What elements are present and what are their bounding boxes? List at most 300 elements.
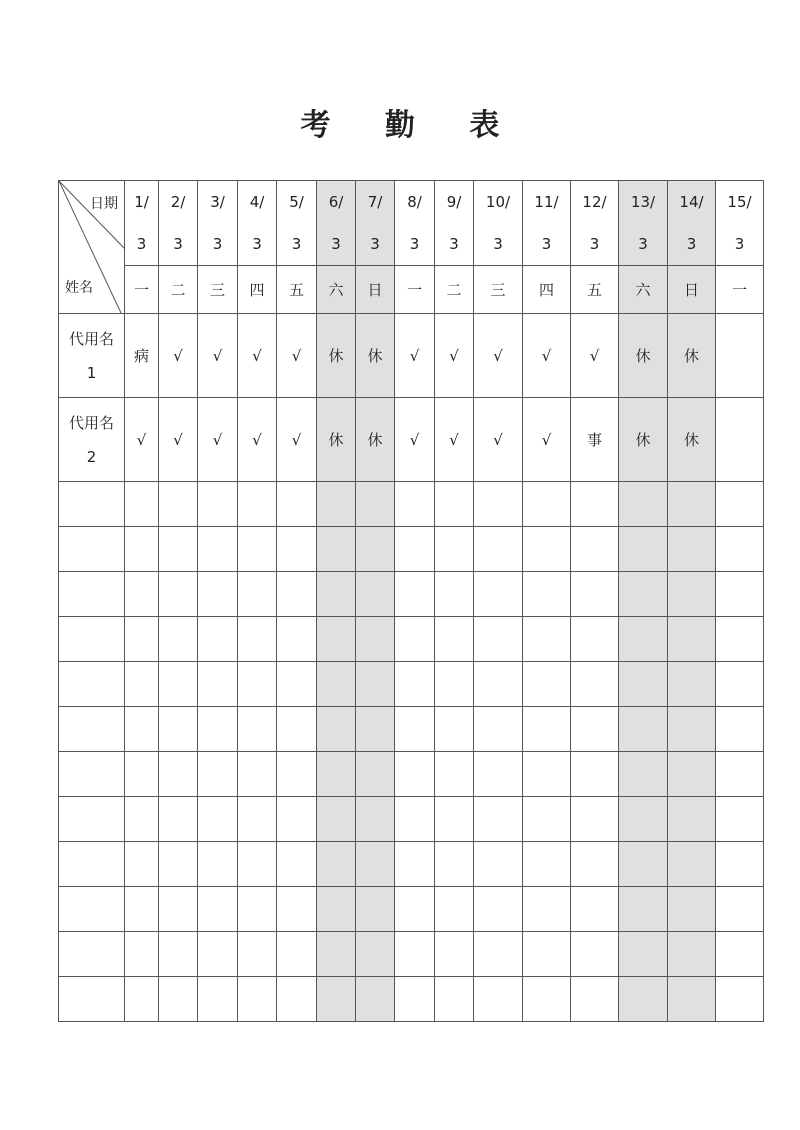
date-day-text: 8/ — [407, 193, 422, 211]
date-month-text: 3 — [409, 235, 420, 253]
table-row — [59, 482, 764, 527]
attendance-mark-cell[interactable]: √ — [435, 314, 474, 398]
table-row — [59, 977, 764, 1022]
attendance-mark-cell[interactable] — [619, 752, 668, 797]
attendance-mark-cell[interactable] — [356, 932, 395, 977]
weekday-cell: 一 — [395, 266, 435, 314]
weekday-cell: 六 — [317, 266, 356, 314]
attendance-mark-cell[interactable] — [159, 887, 198, 932]
employee-name-cell[interactable] — [59, 482, 125, 527]
attendance-mark-cell[interactable] — [435, 572, 474, 617]
attendance-mark-cell[interactable] — [474, 887, 523, 932]
employee-name-cell[interactable] — [59, 572, 125, 617]
attendance-mark-cell[interactable] — [571, 932, 619, 977]
attendance-mark-cell[interactable] — [619, 797, 668, 842]
attendance-mark-cell[interactable]: √ — [571, 314, 619, 398]
date-cell — [619, 181, 668, 266]
attendance-mark-cell[interactable] — [198, 482, 238, 527]
date-month-text: 3 — [734, 235, 745, 253]
name-label: 姓名 — [65, 280, 93, 296]
attendance-mark-cell[interactable] — [317, 977, 356, 1022]
weekday-cell: 五 — [571, 266, 619, 314]
date-cell — [125, 181, 159, 266]
attendance-mark-cell[interactable] — [435, 887, 474, 932]
attendance-mark-cell[interactable] — [435, 932, 474, 977]
attendance-mark-cell[interactable] — [238, 797, 277, 842]
attendance-mark-cell[interactable]: √ — [395, 314, 435, 398]
date-day-text: 13/ — [630, 193, 656, 211]
attendance-mark-cell[interactable] — [668, 797, 716, 842]
attendance-mark-cell[interactable] — [198, 842, 238, 887]
attendance-mark-cell[interactable] — [317, 617, 356, 662]
attendance-mark-cell[interactable] — [125, 707, 159, 752]
attendance-mark-cell[interactable] — [523, 617, 571, 662]
attendance-mark-cell[interactable] — [317, 482, 356, 527]
table-row — [59, 572, 764, 617]
attendance-mark-cell[interactable] — [523, 752, 571, 797]
attendance-mark-cell[interactable] — [474, 797, 523, 842]
attendance-mark-cell[interactable] — [435, 707, 474, 752]
weekday-cell: 六 — [619, 266, 668, 314]
attendance-mark-cell[interactable] — [571, 527, 619, 572]
attendance-mark-cell[interactable] — [356, 617, 395, 662]
attendance-mark-cell[interactable] — [317, 527, 356, 572]
attendance-mark-cell[interactable] — [356, 662, 395, 707]
date-cell — [159, 181, 198, 266]
attendance-mark-cell[interactable] — [277, 797, 317, 842]
date-month-text: 3 — [449, 235, 459, 253]
attendance-mark-cell[interactable] — [277, 932, 317, 977]
attendance-mark-cell[interactable] — [571, 977, 619, 1022]
attendance-mark-cell[interactable] — [716, 482, 764, 527]
date-cell — [435, 181, 474, 266]
attendance-mark-cell[interactable] — [435, 752, 474, 797]
attendance-mark-cell[interactable] — [356, 527, 395, 572]
attendance-mark-cell[interactable] — [668, 842, 716, 887]
attendance-mark-cell[interactable] — [395, 797, 435, 842]
attendance-mark-cell[interactable] — [317, 887, 356, 932]
date-cell — [571, 181, 619, 266]
attendance-mark-cell[interactable] — [571, 887, 619, 932]
employee-name-cell[interactable] — [59, 797, 125, 842]
attendance-mark-cell[interactable] — [356, 482, 395, 527]
attendance-mark-cell[interactable]: √ — [474, 398, 523, 482]
attendance-mark-cell[interactable] — [395, 527, 435, 572]
attendance-mark-cell[interactable] — [668, 707, 716, 752]
attendance-mark-cell[interactable] — [125, 527, 159, 572]
attendance-mark-cell[interactable] — [198, 527, 238, 572]
employee-number-text: 2 — [86, 447, 97, 466]
attendance-mark-cell[interactable] — [571, 662, 619, 707]
attendance-mark-cell[interactable] — [474, 662, 523, 707]
attendance-mark-cell[interactable] — [159, 707, 198, 752]
attendance-mark-cell[interactable] — [716, 887, 764, 932]
attendance-mark-cell[interactable] — [159, 527, 198, 572]
attendance-mark-cell[interactable] — [571, 617, 619, 662]
date-cell — [474, 181, 523, 266]
attendance-mark-cell[interactable] — [619, 482, 668, 527]
weekday-cell: 三 — [198, 266, 238, 314]
employee-name-cell[interactable] — [59, 527, 125, 572]
attendance-mark-cell[interactable] — [435, 842, 474, 887]
attendance-mark-cell[interactable] — [125, 617, 159, 662]
table-row — [59, 527, 764, 572]
attendance-mark-cell[interactable]: 休 — [356, 398, 395, 482]
attendance-mark-cell[interactable] — [238, 932, 277, 977]
attendance-mark-cell[interactable] — [619, 707, 668, 752]
attendance-mark-cell[interactable] — [356, 977, 395, 1022]
attendance-mark-cell[interactable] — [716, 572, 764, 617]
attendance-mark-cell[interactable] — [571, 752, 619, 797]
date-cell — [317, 181, 356, 266]
employee-name-cell[interactable] — [59, 977, 125, 1022]
attendance-mark-cell[interactable]: 休 — [317, 398, 356, 482]
attendance-mark-cell[interactable] — [474, 842, 523, 887]
date-day-text: 4/ — [249, 193, 265, 211]
attendance-mark-cell[interactable] — [474, 977, 523, 1022]
attendance-mark-cell[interactable]: √ — [474, 314, 523, 398]
attendance-mark-cell[interactable] — [277, 842, 317, 887]
attendance-mark-cell[interactable] — [435, 482, 474, 527]
attendance-mark-cell[interactable] — [716, 842, 764, 887]
attendance-mark-cell[interactable] — [159, 572, 198, 617]
date-day-text: 9/ — [446, 193, 462, 211]
employee-name-cell[interactable] — [59, 398, 125, 482]
attendance-mark-cell[interactable] — [238, 977, 277, 1022]
attendance-mark-cell[interactable] — [395, 617, 435, 662]
table-row — [59, 617, 764, 662]
date-month-text: 3 — [252, 235, 262, 253]
attendance-mark-cell[interactable] — [716, 662, 764, 707]
attendance-mark-cell[interactable] — [277, 482, 317, 527]
attendance-mark-cell[interactable] — [238, 707, 277, 752]
table-row — [59, 398, 764, 482]
attendance-mark-cell[interactable] — [277, 707, 317, 752]
attendance-mark-cell[interactable]: √ — [523, 398, 571, 482]
attendance-mark-cell[interactable]: √ — [238, 314, 277, 398]
date-day-text: 5/ — [289, 193, 304, 211]
attendance-mark-cell[interactable] — [523, 932, 571, 977]
weekday-cell: 二 — [435, 266, 474, 314]
attendance-mark-cell[interactable] — [356, 797, 395, 842]
table-row — [59, 887, 764, 932]
page-title: 考 勤 表 — [300, 108, 522, 143]
date-month-text: 3 — [291, 235, 302, 253]
attendance-mark-cell[interactable] — [523, 887, 571, 932]
attendance-mark-cell[interactable] — [523, 662, 571, 707]
attendance-mark-cell[interactable]: 休 — [356, 314, 395, 398]
attendance-mark-cell[interactable] — [571, 842, 619, 887]
date-month-text: 3 — [686, 235, 697, 253]
attendance-mark-cell[interactable] — [277, 617, 317, 662]
attendance-mark-cell[interactable] — [668, 977, 716, 1022]
date-cell — [277, 181, 317, 266]
attendance-mark-cell[interactable] — [523, 707, 571, 752]
attendance-mark-cell[interactable] — [277, 977, 317, 1022]
attendance-mark-cell[interactable] — [159, 932, 198, 977]
table-row — [59, 932, 764, 977]
attendance-mark-cell[interactable] — [356, 887, 395, 932]
attendance-mark-cell[interactable] — [474, 932, 523, 977]
attendance-mark-cell[interactable] — [198, 797, 238, 842]
attendance-mark-cell[interactable] — [571, 482, 619, 527]
date-cell — [198, 181, 238, 266]
attendance-mark-cell[interactable] — [125, 887, 159, 932]
attendance-mark-cell[interactable] — [474, 752, 523, 797]
attendance-mark-cell[interactable] — [668, 572, 716, 617]
attendance-mark-cell[interactable]: √ — [198, 398, 238, 482]
attendance-mark-cell[interactable]: √ — [159, 314, 198, 398]
employee-name-text: 代用名 — [68, 329, 114, 348]
attendance-mark-cell[interactable] — [523, 482, 571, 527]
attendance-mark-cell[interactable] — [198, 932, 238, 977]
attendance-mark-cell[interactable] — [435, 797, 474, 842]
attendance-mark-cell[interactable] — [125, 932, 159, 977]
attendance-mark-cell[interactable] — [395, 707, 435, 752]
date-cell — [668, 181, 716, 266]
table-row — [59, 314, 764, 398]
attendance-mark-cell[interactable] — [571, 572, 619, 617]
attendance-mark-cell[interactable] — [317, 572, 356, 617]
attendance-mark-cell[interactable] — [716, 314, 764, 398]
date-month-text: 3 — [638, 235, 648, 253]
employee-name-cell[interactable] — [59, 842, 125, 887]
attendance-mark-cell[interactable] — [198, 572, 238, 617]
attendance-mark-cell[interactable]: √ — [435, 398, 474, 482]
attendance-mark-cell[interactable]: √ — [198, 314, 238, 398]
attendance-mark-cell[interactable]: √ — [277, 314, 317, 398]
date-day-text: 15/ — [727, 193, 752, 211]
attendance-mark-cell[interactable] — [238, 887, 277, 932]
attendance-mark-cell[interactable] — [198, 977, 238, 1022]
attendance-mark-cell[interactable] — [668, 932, 716, 977]
attendance-mark-cell[interactable] — [523, 797, 571, 842]
attendance-mark-cell[interactable] — [238, 572, 277, 617]
attendance-mark-cell[interactable] — [716, 707, 764, 752]
date-month-text: 3 — [173, 235, 183, 253]
attendance-mark-cell[interactable] — [317, 842, 356, 887]
attendance-mark-cell[interactable] — [619, 932, 668, 977]
attendance-mark-cell[interactable] — [356, 842, 395, 887]
attendance-mark-cell[interactable] — [474, 707, 523, 752]
attendance-mark-cell[interactable] — [523, 572, 571, 617]
attendance-mark-cell[interactable] — [474, 572, 523, 617]
attendance-mark-cell[interactable] — [238, 842, 277, 887]
employee-name-cell[interactable] — [59, 752, 125, 797]
attendance-mark-cell[interactable] — [317, 932, 356, 977]
attendance-mark-cell[interactable] — [474, 482, 523, 527]
date-cell — [716, 181, 764, 266]
attendance-mark-cell[interactable] — [356, 752, 395, 797]
attendance-mark-cell[interactable] — [125, 842, 159, 887]
attendance-mark-cell[interactable]: √ — [125, 398, 159, 482]
weekday-cell: 一 — [716, 266, 764, 314]
date-month-text: 3 — [370, 235, 380, 253]
attendance-mark-cell[interactable] — [668, 482, 716, 527]
attendance-mark-cell[interactable] — [619, 842, 668, 887]
attendance-mark-cell[interactable] — [395, 977, 435, 1022]
attendance-mark-cell[interactable] — [125, 797, 159, 842]
date-day-text: 1/ — [134, 193, 149, 211]
date-day-text: 12/ — [582, 193, 607, 211]
date-day-text: 14/ — [679, 193, 704, 211]
attendance-mark-cell[interactable] — [356, 572, 395, 617]
date-cell — [523, 181, 571, 266]
attendance-mark-cell[interactable] — [125, 752, 159, 797]
attendance-mark-cell[interactable] — [238, 662, 277, 707]
attendance-mark-cell[interactable] — [159, 842, 198, 887]
attendance-mark-cell[interactable] — [317, 752, 356, 797]
attendance-mark-cell[interactable] — [716, 527, 764, 572]
attendance-mark-cell[interactable] — [668, 617, 716, 662]
attendance-mark-cell[interactable] — [277, 752, 317, 797]
attendance-mark-cell[interactable]: 病 — [125, 314, 159, 398]
attendance-mark-cell[interactable] — [198, 707, 238, 752]
attendance-mark-cell[interactable] — [619, 527, 668, 572]
attendance-mark-cell[interactable] — [395, 752, 435, 797]
attendance-mark-cell[interactable] — [159, 662, 198, 707]
attendance-mark-cell[interactable] — [523, 527, 571, 572]
attendance-mark-cell[interactable] — [395, 842, 435, 887]
attendance-mark-cell[interactable] — [125, 482, 159, 527]
attendance-mark-cell[interactable] — [668, 662, 716, 707]
attendance-mark-cell[interactable]: 休 — [317, 314, 356, 398]
attendance-mark-cell[interactable] — [238, 482, 277, 527]
attendance-mark-cell[interactable] — [716, 617, 764, 662]
employee-name-cell[interactable] — [59, 887, 125, 932]
table-row — [59, 662, 764, 707]
date-month-text: 3 — [136, 235, 147, 253]
weekday-cell: 日 — [668, 266, 716, 314]
attendance-mark-cell[interactable] — [395, 887, 435, 932]
date-month-text: 3 — [541, 235, 552, 253]
table-row — [59, 842, 764, 887]
employee-name-cell[interactable] — [59, 707, 125, 752]
attendance-mark-cell[interactable] — [317, 797, 356, 842]
weekday-cell: 五 — [277, 266, 317, 314]
attendance-mark-cell[interactable] — [668, 887, 716, 932]
attendance-mark-cell[interactable] — [277, 887, 317, 932]
attendance-mark-cell[interactable] — [198, 662, 238, 707]
employee-name-cell[interactable] — [59, 617, 125, 662]
attendance-mark-cell[interactable] — [159, 617, 198, 662]
date-day-text: 2/ — [170, 193, 186, 211]
date-cell — [238, 181, 277, 266]
employee-name-cell[interactable] — [59, 932, 125, 977]
attendance-mark-cell[interactable] — [716, 932, 764, 977]
date-month-text: 3 — [212, 235, 223, 253]
attendance-mark-cell[interactable] — [238, 617, 277, 662]
attendance-mark-cell[interactable]: 休 — [619, 314, 668, 398]
attendance-mark-cell[interactable]: √ — [277, 398, 317, 482]
attendance-mark-cell[interactable] — [159, 482, 198, 527]
attendance-mark-cell[interactable] — [619, 977, 668, 1022]
attendance-mark-cell[interactable] — [317, 662, 356, 707]
weekday-cell: 四 — [523, 266, 571, 314]
date-month-text: 3 — [331, 235, 341, 253]
employee-name-cell[interactable] — [59, 314, 125, 398]
attendance-mark-cell[interactable]: 休 — [619, 398, 668, 482]
date-day-text: 6/ — [328, 193, 344, 211]
attendance-mark-cell[interactable]: √ — [238, 398, 277, 482]
attendance-mark-cell[interactable] — [125, 662, 159, 707]
weekday-cell: 四 — [238, 266, 277, 314]
attendance-mark-cell[interactable] — [619, 887, 668, 932]
attendance-mark-cell[interactable] — [716, 797, 764, 842]
date-header-row — [59, 181, 764, 266]
date-day-text: 3/ — [210, 193, 225, 211]
attendance-mark-cell[interactable] — [716, 977, 764, 1022]
attendance-mark-cell[interactable] — [619, 572, 668, 617]
attendance-mark-cell[interactable] — [668, 752, 716, 797]
attendance-mark-cell[interactable] — [277, 527, 317, 572]
date-month-text: 3 — [493, 235, 503, 253]
date-month-text: 3 — [589, 235, 600, 253]
attendance-mark-cell[interactable]: √ — [395, 398, 435, 482]
attendance-mark-cell[interactable] — [435, 617, 474, 662]
attendance-mark-cell[interactable] — [716, 752, 764, 797]
employee-name-cell[interactable] — [59, 662, 125, 707]
date-day-text: 10/ — [485, 193, 511, 211]
attendance-mark-cell[interactable] — [435, 527, 474, 572]
attendance-mark-cell[interactable] — [619, 662, 668, 707]
attendance-mark-cell[interactable] — [317, 707, 356, 752]
attendance-mark-cell[interactable] — [474, 617, 523, 662]
attendance-mark-cell[interactable] — [198, 617, 238, 662]
attendance-mark-cell[interactable] — [716, 398, 764, 482]
attendance-mark-cell[interactable] — [356, 707, 395, 752]
weekday-cell: 二 — [159, 266, 198, 314]
date-day-text: 7/ — [367, 193, 383, 211]
attendance-mark-cell[interactable] — [523, 977, 571, 1022]
attendance-mark-cell[interactable] — [159, 977, 198, 1022]
attendance-mark-cell[interactable] — [435, 977, 474, 1022]
attendance-mark-cell[interactable] — [523, 842, 571, 887]
attendance-mark-cell[interactable] — [571, 797, 619, 842]
attendance-mark-cell[interactable] — [198, 752, 238, 797]
attendance-mark-cell[interactable]: 事 — [571, 398, 619, 482]
attendance-mark-cell[interactable] — [395, 662, 435, 707]
attendance-mark-cell[interactable] — [395, 572, 435, 617]
attendance-mark-cell[interactable] — [159, 797, 198, 842]
attendance-mark-cell[interactable]: 休 — [668, 398, 716, 482]
weekday-cell: 一 — [125, 266, 159, 314]
attendance-mark-cell[interactable]: √ — [159, 398, 198, 482]
attendance-table — [58, 180, 764, 1022]
attendance-mark-cell[interactable] — [571, 707, 619, 752]
attendance-mark-cell[interactable] — [198, 887, 238, 932]
attendance-mark-cell[interactable] — [277, 662, 317, 707]
attendance-mark-cell[interactable] — [668, 527, 716, 572]
attendance-mark-cell[interactable] — [619, 617, 668, 662]
attendance-mark-cell[interactable] — [238, 527, 277, 572]
attendance-mark-cell[interactable]: √ — [523, 314, 571, 398]
date-cell — [395, 181, 435, 266]
attendance-mark-cell[interactable] — [435, 662, 474, 707]
attendance-mark-cell[interactable] — [395, 932, 435, 977]
attendance-mark-cell[interactable] — [125, 977, 159, 1022]
table-row — [59, 707, 764, 752]
attendance-mark-cell[interactable] — [125, 572, 159, 617]
attendance-mark-cell[interactable] — [395, 482, 435, 527]
attendance-mark-cell[interactable] — [474, 527, 523, 572]
attendance-mark-cell[interactable]: 休 — [668, 314, 716, 398]
attendance-mark-cell[interactable] — [238, 752, 277, 797]
weekday-cell: 三 — [474, 266, 523, 314]
employee-number-text: 1 — [86, 363, 97, 382]
attendance-mark-cell[interactable] — [159, 752, 198, 797]
attendance-mark-cell[interactable] — [277, 572, 317, 617]
